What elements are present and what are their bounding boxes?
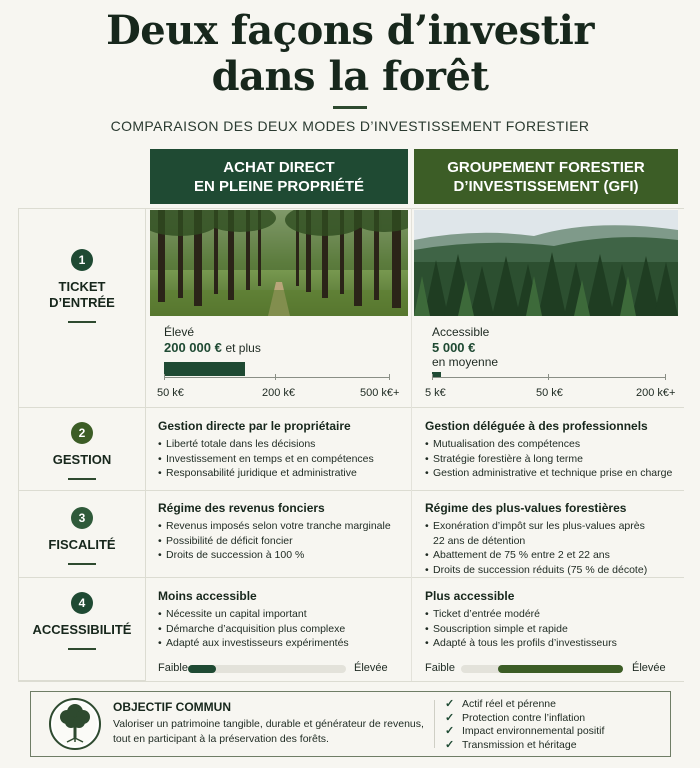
benefits-checklist xyxy=(445,698,604,752)
ticket-b-tick-label: 50 k€ xyxy=(536,387,563,399)
row-label-underline xyxy=(68,648,96,650)
checklist-text: Protection contre l’inflation xyxy=(462,711,586,724)
footer-title: OBJECTIF COMMUN xyxy=(113,700,231,714)
check-icon: ✓ xyxy=(445,698,455,710)
list-item: • Adapté à tous les profils d’investisseurs xyxy=(425,636,685,651)
ticket-b-caption: Accessible xyxy=(432,325,490,339)
ticket-b-axis xyxy=(432,377,666,378)
column-header-b-line2: D’INVESTISSEMENT (GFI) xyxy=(453,177,639,195)
ticket-a-tick xyxy=(275,374,276,380)
ticket-b-amount: 5 000 € xyxy=(432,340,476,355)
checklist-item xyxy=(445,725,604,739)
table-top-border xyxy=(18,208,684,209)
ticket-a-tick-label: 200 k€ xyxy=(262,387,296,399)
page-title-line2: dans la forêt xyxy=(211,53,489,100)
page-subtitle: COMPARAISON DES DEUX MODES D’INVESTISSEMENT FORESTIER xyxy=(110,118,590,134)
ticket-b-tick-label: 200 k€+ xyxy=(636,387,676,399)
ticket-b-tick xyxy=(548,374,549,380)
fiscalite-gfi-cell xyxy=(425,500,657,577)
row-label-line1: TICKET xyxy=(58,279,106,294)
row-label-line2: D’ENTRÉE xyxy=(49,295,115,310)
list-item: • Adapté aux investisseurs expérimentés xyxy=(158,636,408,651)
list-item: • Souscription simple et rapide xyxy=(425,622,685,637)
column-header-direct-purchase xyxy=(150,149,408,204)
column-header-b-line1: GROUPEMENT FORESTIER xyxy=(447,158,645,176)
list-item: • Abattement de 75 % entre 2 et 22 ans xyxy=(425,548,657,563)
accessibility-b-high-label: Élevée xyxy=(632,662,666,674)
fiscalite-a-heading: Régime des revenus fonciers xyxy=(158,501,325,515)
tree-icon xyxy=(49,698,101,750)
checklist-item xyxy=(445,712,604,726)
gestion-b-heading: Gestion déléguée à des professionnels xyxy=(425,419,648,433)
list-item: • Droits de succession à 100 % xyxy=(158,548,408,563)
check-icon: ✓ xyxy=(445,738,455,751)
list-item: • Mutualisation des compétences xyxy=(425,437,685,452)
accessibilite-b-heading: Plus accessible xyxy=(425,589,515,603)
list-item: • Stratégie forestière à long terme xyxy=(425,452,685,467)
ticket-a-bar-fill xyxy=(164,362,245,376)
list-item: • Démarche d’acquisition plus complexe xyxy=(158,622,408,637)
column-separator xyxy=(411,208,412,681)
list-item: • Ticket d’entrée modéré xyxy=(425,607,685,622)
list-item: • Nécessite un capital important xyxy=(158,607,408,622)
row-separator xyxy=(18,407,684,408)
ticket-a-tick xyxy=(164,374,165,380)
list-item: • Revenus imposés selon votre tranche marginale xyxy=(158,519,408,534)
row-label-text xyxy=(19,279,145,311)
accessibility-a-level xyxy=(188,665,216,673)
column-header-gfi xyxy=(414,149,678,204)
list-item: • Responsabilité juridique et administrative xyxy=(158,466,408,481)
accessibility-a-high-label: Élevée xyxy=(354,662,388,674)
row-number-badge: 4 xyxy=(71,592,93,614)
table-bottom-border xyxy=(18,681,684,682)
accessibility-b-level xyxy=(498,665,623,673)
fiscalite-b-heading: Régime des plus-values forestières xyxy=(425,501,627,515)
list-item: • Investissement en temps et en compétences xyxy=(158,452,408,467)
list-item: • Liberté totale dans les décisions xyxy=(158,437,408,452)
ticket-b-suffix: en moyenne xyxy=(432,355,499,369)
row-label-underline xyxy=(68,563,96,565)
ticket-a-axis xyxy=(164,377,390,378)
ticket-a-tick-label: 50 k€ xyxy=(157,387,184,399)
accessibilite-direct-cell xyxy=(158,588,408,651)
column-header-a-line1: ACHAT DIRECT xyxy=(223,158,335,176)
row-label-gestion xyxy=(19,422,145,480)
row-label-underline xyxy=(68,478,96,480)
row-label-text: ACCESSIBILITÉ xyxy=(32,622,132,637)
accessibility-b-low-label: Faible xyxy=(425,662,455,674)
ticket-a-amount: 200 000 € xyxy=(164,340,222,355)
page-title xyxy=(0,8,700,100)
checklist-item xyxy=(445,739,604,753)
list-item: • Gestion administrative et technique prise en charge xyxy=(425,466,685,481)
row-label-text: GESTION xyxy=(52,452,112,467)
column-header-a-line2: EN PLEINE PROPRIÉTÉ xyxy=(193,177,365,195)
forest-path-photo xyxy=(150,210,408,316)
forest-hills-photo xyxy=(414,210,678,316)
check-icon: ✓ xyxy=(445,711,455,724)
row-number-badge: 2 xyxy=(71,422,93,444)
row-separator xyxy=(18,577,684,578)
ticket-b-tick-label: 5 k€ xyxy=(425,387,446,399)
checklist-text: Transmission et héritage xyxy=(462,738,577,751)
row-number-badge: 1 xyxy=(71,249,93,271)
row-label-text: FISCALITÉ xyxy=(48,537,116,552)
list-item: • Exonération d’impôt sur les plus-values après 22 ans de détention xyxy=(425,519,657,548)
ticket-a-tick-label: 500 k€+ xyxy=(360,387,400,399)
ticket-a-suffix: et plus xyxy=(225,341,261,355)
row-label-fiscalite xyxy=(19,507,145,565)
footer-text: Valoriser un patrimoine tangible, durable et générateur de revenus, tout en participant à la préservation des forêts. xyxy=(113,718,424,745)
ticket-b-tick xyxy=(665,374,666,380)
ticket-a-tick xyxy=(389,374,390,380)
list-item: • Possibilité de déficit foncier xyxy=(158,534,408,549)
ticket-b-tick xyxy=(432,374,433,380)
checklist-text: Actif réel et pérenne xyxy=(462,698,556,710)
accessibilite-gfi-cell xyxy=(425,588,685,651)
title-divider xyxy=(333,106,367,109)
ticket-a-value xyxy=(164,340,261,355)
ticket-a-caption: Élevé xyxy=(164,325,195,339)
row-number-badge: 3 xyxy=(71,507,93,529)
gestion-a-heading: Gestion directe par le propriétaire xyxy=(158,419,351,433)
footer-divider xyxy=(434,700,435,748)
common-objective-box xyxy=(30,691,671,757)
row-separator xyxy=(18,490,684,491)
check-icon: ✓ xyxy=(445,725,455,737)
checklist-text: Impact environnemental positif xyxy=(462,725,605,737)
checklist-item xyxy=(445,698,604,712)
gestion-direct-cell xyxy=(158,418,408,481)
list-item: • Droits de succession réduits (75 % de décote) xyxy=(425,563,657,578)
row-label-underline xyxy=(68,321,96,323)
accessibility-a-low-label: Faible xyxy=(158,662,188,674)
fiscalite-direct-cell xyxy=(158,500,408,563)
gestion-gfi-cell xyxy=(425,418,685,481)
row-labels-column xyxy=(18,208,146,681)
row-label-accessibilite xyxy=(19,592,145,650)
row-label-ticket xyxy=(19,249,145,323)
accessibilite-a-heading: Moins accessible xyxy=(158,589,257,603)
page-title-line1: Deux façons d’investir xyxy=(106,7,594,54)
